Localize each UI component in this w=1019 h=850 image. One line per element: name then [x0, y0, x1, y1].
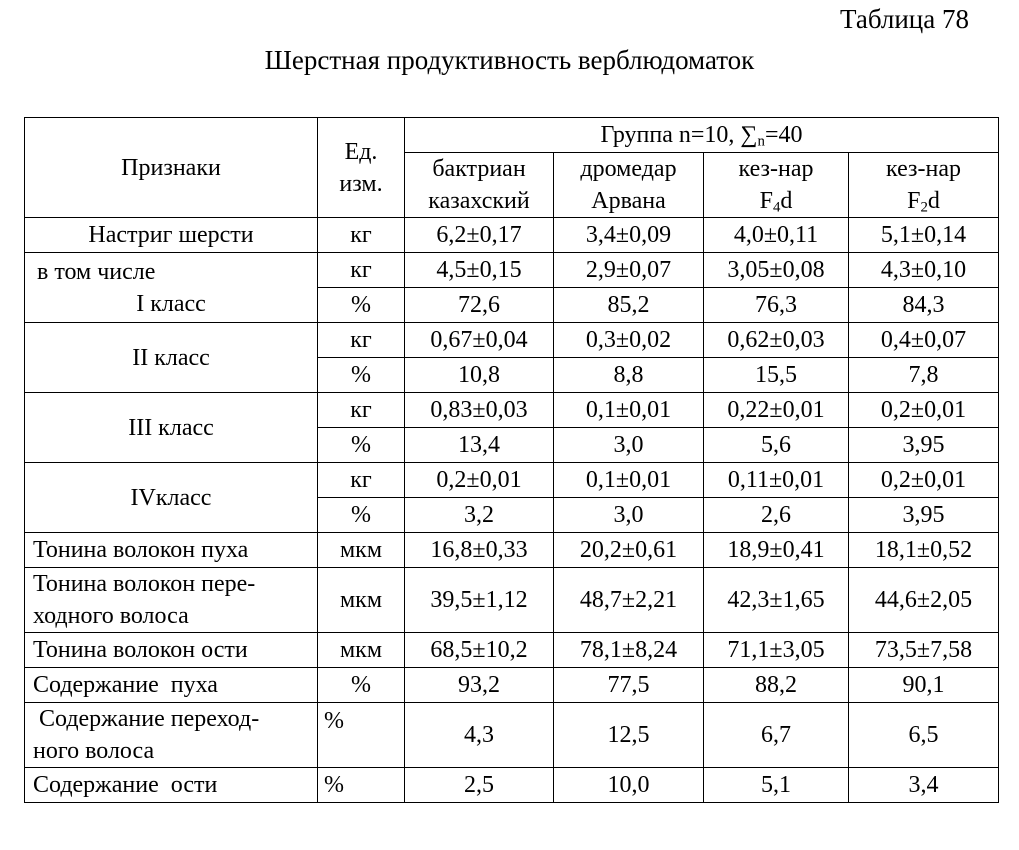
row-label-line2: ного волоса [33, 738, 155, 764]
cell-value: 18,1±0,52 [849, 533, 999, 568]
cell-value: 78,1±8,24 [554, 633, 704, 668]
row-label: Настриг шерсти [25, 218, 318, 253]
row-unit: % [318, 498, 405, 533]
row-unit: кг [318, 393, 405, 428]
header-col-1 [405, 153, 554, 218]
header-col-1-line2: казахский [428, 188, 530, 214]
row-label: Тонина волокон ости [25, 633, 318, 668]
row-unit: кг [318, 253, 405, 288]
cell-value: 73,5±7,58 [849, 633, 999, 668]
cell-value: 15,5 [704, 358, 849, 393]
cell-value: 71,1±3,05 [704, 633, 849, 668]
header-group-prefix: Группа n=10, ∑ [600, 122, 758, 148]
table-row [25, 568, 999, 633]
cell-value: 0,2±0,01 [849, 463, 999, 498]
header-row-1 [25, 118, 999, 153]
cell-value: 0,4±0,07 [849, 323, 999, 358]
header-col-3-line1: кез-нар [738, 156, 814, 182]
cell-value: 68,5±10,2 [405, 633, 554, 668]
table-row [25, 323, 999, 358]
cell-value: 0,11±0,01 [704, 463, 849, 498]
row-label: II класс [25, 323, 318, 393]
cell-value: 2,5 [405, 768, 554, 803]
cell-value: 5,6 [704, 428, 849, 463]
header-col-3-line2: $F_4d$ [759, 188, 793, 216]
header-group-suffix: =40 [764, 122, 803, 148]
header-unit-line1: Ед. [344, 138, 378, 165]
cell-value: 77,5 [554, 668, 704, 703]
cell-value: 4,0±0,11 [704, 218, 849, 253]
table-row [25, 393, 999, 428]
cell-value: 6,7 [704, 703, 849, 768]
cell-value: 85,2 [554, 288, 704, 323]
row-unit: % [318, 768, 405, 803]
row-label: Содержание ости [25, 768, 318, 803]
header-group-sub: n [757, 133, 765, 150]
cell-value: 72,6 [405, 288, 554, 323]
cell-value: 93,2 [405, 668, 554, 703]
row-label-line1: Тонина волокон пере- [33, 571, 256, 597]
row-unit: % [318, 428, 405, 463]
cell-value: 0,3±0,02 [554, 323, 704, 358]
row-label [25, 703, 318, 768]
row-unit: мкм [318, 533, 405, 568]
row-label-line1: Содержание переход- [33, 706, 260, 732]
header-unit [318, 118, 405, 218]
cell-value: 3,0 [554, 428, 704, 463]
header-col-2-line2: Арвана [591, 188, 666, 214]
header-unit-line2: изм. [339, 170, 383, 197]
cell-value: 0,2±0,01 [849, 393, 999, 428]
table-row [25, 668, 999, 703]
row-label: III класс [25, 393, 318, 463]
cell-value: 0,1±0,01 [554, 393, 704, 428]
cell-value: 76,3 [704, 288, 849, 323]
cell-value: 42,3±1,65 [704, 568, 849, 633]
table-row [25, 633, 999, 668]
table-row [25, 703, 999, 768]
cell-value: 44,6±2,05 [849, 568, 999, 633]
cell-value: 90,1 [849, 668, 999, 703]
row-label-line1: в том числе [37, 258, 156, 285]
cell-value: 3,05±0,08 [704, 253, 849, 288]
cell-value: 20,2±0,61 [554, 533, 704, 568]
header-col-2 [554, 153, 704, 218]
cell-value: 39,5±1,12 [405, 568, 554, 633]
row-unit: % [318, 668, 405, 703]
row-label [25, 253, 318, 323]
header-col-1-line1: бактриан [432, 156, 526, 182]
row-unit: кг [318, 218, 405, 253]
row-label-line2: ходного волоса [33, 603, 189, 629]
row-unit: мкм [318, 633, 405, 668]
cell-value: 3,4 [849, 768, 999, 803]
header-col-4 [849, 153, 999, 218]
cell-value: 3,95 [849, 428, 999, 463]
cell-value: 0,67±0,04 [405, 323, 554, 358]
row-label: IVкласс [25, 463, 318, 533]
cell-value: 0,2±0,01 [405, 463, 554, 498]
cell-value: 6,5 [849, 703, 999, 768]
row-unit: кг [318, 323, 405, 358]
row-unit: % [318, 358, 405, 393]
cell-value: 4,3 [405, 703, 554, 768]
row-label [25, 568, 318, 633]
table-caption: Таблица 78 [840, 4, 969, 34]
header-col-4-line2: $F_2d$ [907, 188, 940, 216]
row-unit: % [318, 703, 405, 768]
wool-productivity-table [24, 117, 999, 803]
cell-value: 7,8 [849, 358, 999, 393]
row-unit: кг [318, 463, 405, 498]
table-row [25, 768, 999, 803]
cell-value: 5,1±0,14 [849, 218, 999, 253]
cell-value: 3,0 [554, 498, 704, 533]
cell-value: 10,8 [405, 358, 554, 393]
row-label: Тонина волокон пуха [25, 533, 318, 568]
cell-value: 3,2 [405, 498, 554, 533]
cell-value: 88,2 [704, 668, 849, 703]
cell-value: 5,1 [704, 768, 849, 803]
cell-value: 0,1±0,01 [554, 463, 704, 498]
table-row [25, 218, 999, 253]
cell-value: 6,2±0,17 [405, 218, 554, 253]
row-unit: % [318, 288, 405, 323]
header-col-3 [704, 153, 849, 218]
row-label-line2: I класс [136, 290, 206, 317]
cell-value: 13,4 [405, 428, 554, 463]
cell-value: 8,8 [554, 358, 704, 393]
table-row [25, 533, 999, 568]
table-row [25, 463, 999, 498]
cell-value: 10,0 [554, 768, 704, 803]
cell-value: 12,5 [554, 703, 704, 768]
header-col-4-line1: кез-нар [886, 156, 961, 182]
header-group [405, 118, 999, 153]
cell-value: 3,4±0,09 [554, 218, 704, 253]
cell-value: 84,3 [849, 288, 999, 323]
cell-value: 0,62±0,03 [704, 323, 849, 358]
cell-value: 2,9±0,07 [554, 253, 704, 288]
header-feature: Признаки [25, 118, 318, 218]
row-unit: мкм [318, 568, 405, 633]
cell-value: 3,95 [849, 498, 999, 533]
table-title: Шерстная продуктивность верблюдоматок [264, 45, 755, 75]
cell-value: 18,9±0,41 [704, 533, 849, 568]
table-row [25, 253, 999, 288]
cell-value: 2,6 [704, 498, 849, 533]
cell-value: 4,5±0,15 [405, 253, 554, 288]
row-label: Содержание пуха [25, 668, 318, 703]
cell-value: 0,83±0,03 [405, 393, 554, 428]
cell-value: 0,22±0,01 [704, 393, 849, 428]
cell-value: 4,3±0,10 [849, 253, 999, 288]
cell-value: 48,7±2,21 [554, 568, 704, 633]
cell-value: 16,8±0,33 [405, 533, 554, 568]
header-col-2-line1: дромедар [580, 156, 677, 182]
